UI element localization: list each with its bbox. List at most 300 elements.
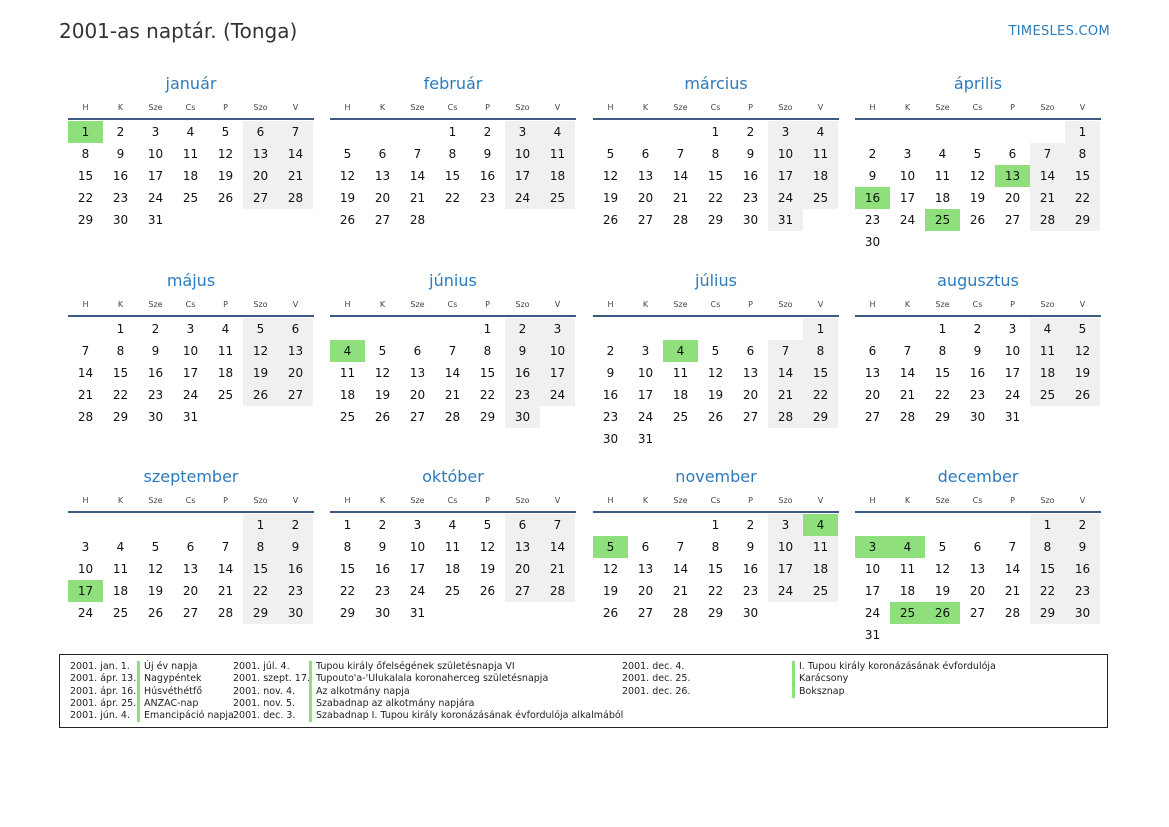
day-cell: 8 xyxy=(1030,536,1065,558)
day-cell: 31 xyxy=(147,213,164,227)
weekday-label: V xyxy=(292,496,299,505)
holiday-legend xyxy=(59,654,1108,728)
empty-cell xyxy=(960,514,995,536)
day-cell: 24 xyxy=(1004,388,1021,402)
day-cell: 25 xyxy=(112,606,129,620)
weekday-label: V xyxy=(292,300,299,309)
day-cell: 11 xyxy=(444,540,461,554)
day-grid xyxy=(330,514,576,624)
weekday-label: Sze xyxy=(935,300,950,309)
legend-date: 2001. dec. 4. xyxy=(622,661,685,672)
empty-cell xyxy=(593,318,628,340)
empty-cell xyxy=(593,514,628,536)
day-cell: 28 xyxy=(1004,606,1021,620)
day-cell: 24 xyxy=(409,584,426,598)
day-cell: 18 xyxy=(672,388,689,402)
day-cell: 5 xyxy=(221,125,230,139)
day-cell: 13 xyxy=(742,366,759,380)
day-cell: 9 xyxy=(378,540,387,554)
day-cell: 25 xyxy=(1030,384,1065,406)
holiday-day-cell: 13 xyxy=(995,165,1030,187)
day-cell: 25 xyxy=(803,580,838,602)
weekday-label: P xyxy=(223,496,228,505)
day-cell: 31 xyxy=(1004,410,1021,424)
legend-col3-names xyxy=(792,661,996,698)
empty-cell xyxy=(663,514,698,536)
day-cell: 21 xyxy=(409,191,426,205)
day-cell: 30 xyxy=(864,235,881,249)
empty-cell xyxy=(663,318,698,340)
day-cell: 25 xyxy=(540,187,575,209)
weekday-label: K xyxy=(904,300,911,309)
day-cell: 23 xyxy=(112,191,129,205)
day-cell: 10 xyxy=(864,562,881,576)
day-cell: 13 xyxy=(182,562,199,576)
day-cell: 11 xyxy=(217,344,234,358)
day-cell: 6 xyxy=(186,540,195,554)
day-cell: 9 xyxy=(116,147,125,161)
weekday-label: H xyxy=(344,300,351,309)
day-cell: 19 xyxy=(147,584,164,598)
day-cell: 9 xyxy=(1065,536,1100,558)
header-rule xyxy=(68,511,314,513)
day-cell: 13 xyxy=(505,536,540,558)
weekday-header xyxy=(593,98,839,118)
day-cell: 19 xyxy=(339,191,356,205)
weekday-label: H xyxy=(344,496,351,505)
legend-date: 2001. dec. 26. xyxy=(622,685,691,697)
day-cell: 19 xyxy=(1065,362,1100,384)
day-cell: 30 xyxy=(374,606,391,620)
day-cell: 26 xyxy=(243,384,278,406)
day-cell: 20 xyxy=(969,584,986,598)
day-cell: 19 xyxy=(479,562,496,576)
day-cell: 2 xyxy=(746,518,755,532)
day-cell: 6 xyxy=(378,147,387,161)
day-cell: 17 xyxy=(182,366,199,380)
weekday-label: Sze xyxy=(410,103,425,112)
day-cell: 17 xyxy=(899,191,916,205)
day-cell: 18 xyxy=(112,584,129,598)
day-cell: 27 xyxy=(409,410,426,424)
day-cell: 10 xyxy=(505,143,540,165)
day-cell: 20 xyxy=(374,191,391,205)
day-cell: 21 xyxy=(278,165,313,187)
weekday-label: K xyxy=(379,103,386,112)
weekday-label: H xyxy=(607,300,614,309)
day-cell: 5 xyxy=(606,147,615,161)
weekday-label: P xyxy=(223,103,228,112)
day-cell: 11 xyxy=(934,169,951,183)
weekday-label: P xyxy=(748,300,753,309)
day-cell: 2 xyxy=(868,147,877,161)
day-cell: 11 xyxy=(803,536,838,558)
day-cell: 28 xyxy=(409,213,426,227)
weekday-label: K xyxy=(117,300,124,309)
empty-cell xyxy=(138,514,173,536)
brand-link[interactable]: TIMESLES.COM xyxy=(1008,24,1110,39)
weekday-label: Cs xyxy=(447,496,458,505)
day-cell: 27 xyxy=(1004,213,1021,227)
weekday-label: P xyxy=(748,103,753,112)
weekday-label: Sze xyxy=(673,300,688,309)
day-cell: 12 xyxy=(339,169,356,183)
weekday-label: K xyxy=(642,496,649,505)
day-cell: 18 xyxy=(444,562,461,576)
weekday-header xyxy=(593,295,839,315)
weekday-label: H xyxy=(869,103,876,112)
day-cell: 7 xyxy=(221,540,230,554)
day-grid xyxy=(330,318,576,428)
day-cell: 11 xyxy=(899,562,916,576)
day-grid xyxy=(593,121,839,231)
day-cell: 7 xyxy=(903,344,912,358)
day-cell: 24 xyxy=(147,191,164,205)
day-cell: 20 xyxy=(637,584,654,598)
empty-cell xyxy=(365,121,400,143)
month-name: december xyxy=(937,467,1019,486)
header-rule xyxy=(593,315,839,317)
empty-cell xyxy=(68,318,103,340)
day-cell: 18 xyxy=(182,169,199,183)
day-cell: 8 xyxy=(483,344,492,358)
day-cell: 12 xyxy=(602,562,619,576)
header-rule xyxy=(330,118,576,120)
day-cell: 2 xyxy=(505,318,540,340)
day-cell: 16 xyxy=(742,169,759,183)
weekday-label: Cs xyxy=(185,103,196,112)
day-cell: 4 xyxy=(186,125,195,139)
day-cell: 6 xyxy=(278,318,313,340)
weekday-label: V xyxy=(554,300,561,309)
weekday-label: Sze xyxy=(410,300,425,309)
month-name: szeptember xyxy=(143,467,239,486)
month-calendar xyxy=(68,74,314,231)
empty-cell xyxy=(995,121,1030,143)
weekday-label: K xyxy=(379,300,386,309)
day-cell: 17 xyxy=(1004,366,1021,380)
day-cell: 10 xyxy=(768,143,803,165)
day-cell: 28 xyxy=(1030,209,1065,231)
day-cell: 28 xyxy=(672,213,689,227)
weekday-label: K xyxy=(904,496,911,505)
day-cell: 20 xyxy=(637,191,654,205)
day-cell: 13 xyxy=(969,562,986,576)
weekday-label: Szo xyxy=(253,103,268,112)
day-cell: 15 xyxy=(934,366,951,380)
legend-date: 2001. ápr. 13. xyxy=(70,673,137,685)
day-cell: 24 xyxy=(899,213,916,227)
weekday-label: Szo xyxy=(1040,300,1055,309)
legend-holiday: Emancipáció napja xyxy=(144,710,234,722)
weekday-label: Cs xyxy=(447,300,458,309)
day-cell: 25 xyxy=(672,410,689,424)
day-cell: 16 xyxy=(479,169,496,183)
month-name: május xyxy=(166,271,216,290)
day-cell: 15 xyxy=(112,366,129,380)
day-cell: 16 xyxy=(505,362,540,384)
holiday-day-cell: 4 xyxy=(890,536,925,558)
day-cell: 1 xyxy=(803,318,838,340)
day-cell: 3 xyxy=(186,322,195,336)
day-cell: 31 xyxy=(864,628,881,642)
day-cell: 2 xyxy=(746,125,755,139)
empty-cell xyxy=(995,514,1030,536)
empty-cell xyxy=(925,121,960,143)
month-name: április xyxy=(953,74,1003,93)
day-cell: 2 xyxy=(973,322,982,336)
weekday-header xyxy=(593,491,839,511)
day-cell: 25 xyxy=(217,388,234,402)
day-cell: 19 xyxy=(374,388,391,402)
day-cell: 15 xyxy=(1030,558,1065,580)
day-cell: 9 xyxy=(606,366,615,380)
day-cell: 10 xyxy=(77,562,94,576)
day-cell: 5 xyxy=(151,540,160,554)
day-cell: 16 xyxy=(374,562,391,576)
day-cell: 3 xyxy=(903,147,912,161)
weekday-label: H xyxy=(869,300,876,309)
month-calendar xyxy=(330,271,576,428)
day-cell: 1 xyxy=(116,322,125,336)
day-cell: 30 xyxy=(969,410,986,424)
day-cell: 16 xyxy=(278,558,313,580)
day-cell: 15 xyxy=(243,558,278,580)
day-cell: 2 xyxy=(606,344,615,358)
day-cell: 13 xyxy=(374,169,391,183)
day-cell: 29 xyxy=(707,213,724,227)
day-cell: 19 xyxy=(602,191,619,205)
day-cell: 29 xyxy=(934,410,951,424)
day-cell: 10 xyxy=(1004,344,1021,358)
empty-cell xyxy=(1030,121,1065,143)
day-cell: 25 xyxy=(803,187,838,209)
legend-date: 2001. nov. 4. xyxy=(233,685,296,697)
day-cell: 24 xyxy=(768,187,803,209)
day-cell: 23 xyxy=(969,388,986,402)
day-cell: 1 xyxy=(243,514,278,536)
legend-col1-names xyxy=(137,661,234,722)
day-cell: 27 xyxy=(637,606,654,620)
day-cell: 27 xyxy=(182,606,199,620)
day-cell: 14 xyxy=(77,366,94,380)
day-cell: 6 xyxy=(505,514,540,536)
day-cell: 29 xyxy=(339,606,356,620)
month-name: november xyxy=(675,467,757,486)
empty-cell xyxy=(890,318,925,340)
day-cell: 24 xyxy=(182,388,199,402)
day-cell: 23 xyxy=(1065,580,1100,602)
day-cell: 7 xyxy=(1030,143,1065,165)
day-cell: 28 xyxy=(768,406,803,428)
header-rule xyxy=(855,315,1101,317)
empty-cell xyxy=(855,121,890,143)
legend-holiday: I. Tupou király koronázásának évfordulója xyxy=(799,661,996,672)
day-cell: 9 xyxy=(746,147,755,161)
day-cell: 1 xyxy=(448,125,457,139)
day-cell: 8 xyxy=(711,147,720,161)
day-cell: 24 xyxy=(77,606,94,620)
weekday-label: P xyxy=(1010,496,1015,505)
weekday-label: Cs xyxy=(185,300,196,309)
day-cell: 1 xyxy=(938,322,947,336)
day-cell: 14 xyxy=(768,362,803,384)
day-cell: 8 xyxy=(1065,143,1100,165)
day-cell: 12 xyxy=(969,169,986,183)
day-cell: 12 xyxy=(217,147,234,161)
day-cell: 21 xyxy=(899,388,916,402)
day-cell: 23 xyxy=(742,191,759,205)
day-cell: 4 xyxy=(448,518,457,532)
day-cell: 30 xyxy=(278,602,313,624)
page-title: 2001-as naptár. (Tonga) xyxy=(59,19,298,43)
day-cell: 15 xyxy=(77,169,94,183)
day-cell: 1 xyxy=(1065,121,1100,143)
day-cell: 13 xyxy=(409,366,426,380)
empty-cell xyxy=(435,318,470,340)
day-cell: 22 xyxy=(707,584,724,598)
empty-cell xyxy=(855,514,890,536)
day-cell: 26 xyxy=(707,410,724,424)
day-cell: 16 xyxy=(112,169,129,183)
day-cell: 19 xyxy=(217,169,234,183)
header-rule xyxy=(855,118,1101,120)
weekday-label: Szo xyxy=(253,300,268,309)
empty-cell xyxy=(855,318,890,340)
day-cell: 16 xyxy=(969,366,986,380)
legend-date: 2001. szept. 17. xyxy=(233,673,310,685)
weekday-label: H xyxy=(607,103,614,112)
weekday-label: V xyxy=(1079,496,1086,505)
day-cell: 14 xyxy=(1030,165,1065,187)
day-cell: 9 xyxy=(973,344,982,358)
day-cell: 14 xyxy=(899,366,916,380)
day-cell: 2 xyxy=(378,518,387,532)
day-cell: 12 xyxy=(602,169,619,183)
day-cell: 29 xyxy=(77,213,94,227)
day-cell: 10 xyxy=(182,344,199,358)
day-cell: 8 xyxy=(243,536,278,558)
day-cell: 7 xyxy=(676,540,685,554)
legend-date: 2001. ápr. 25. xyxy=(70,697,137,709)
day-cell: 22 xyxy=(1065,187,1100,209)
month-calendar xyxy=(855,467,1101,646)
weekday-label: V xyxy=(817,300,824,309)
day-cell: 7 xyxy=(413,147,422,161)
day-cell: 10 xyxy=(409,540,426,554)
legend-holiday: Boksznap xyxy=(799,685,845,697)
day-cell: 12 xyxy=(374,366,391,380)
weekday-label: Sze xyxy=(148,103,163,112)
weekday-label: P xyxy=(1010,300,1015,309)
day-cell: 8 xyxy=(81,147,90,161)
day-cell: 24 xyxy=(768,580,803,602)
holiday-day-cell: 3 xyxy=(855,536,890,558)
day-cell: 14 xyxy=(217,562,234,576)
day-cell: 6 xyxy=(973,540,982,554)
weekday-header xyxy=(68,295,314,315)
weekday-header xyxy=(68,98,314,118)
day-cell: 7 xyxy=(676,147,685,161)
weekday-label: Cs xyxy=(972,496,983,505)
day-cell: 20 xyxy=(742,388,759,402)
day-cell: 26 xyxy=(479,584,496,598)
day-cell: 30 xyxy=(112,213,129,227)
day-cell: 3 xyxy=(413,518,422,532)
day-cell: 17 xyxy=(637,388,654,402)
day-cell: 28 xyxy=(899,410,916,424)
day-cell: 4 xyxy=(116,540,125,554)
day-cell: 19 xyxy=(934,584,951,598)
header-rule xyxy=(68,315,314,317)
day-cell: 24 xyxy=(505,187,540,209)
weekday-label: Sze xyxy=(935,103,950,112)
day-cell: 31 xyxy=(182,410,199,424)
day-cell: 13 xyxy=(637,169,654,183)
day-cell: 26 xyxy=(217,191,234,205)
day-cell: 3 xyxy=(768,121,803,143)
legend-holiday: Karácsony xyxy=(799,673,849,685)
day-cell: 17 xyxy=(864,584,881,598)
day-cell: 31 xyxy=(409,606,426,620)
day-cell: 20 xyxy=(864,388,881,402)
empty-cell xyxy=(768,318,803,340)
day-cell: 17 xyxy=(505,165,540,187)
weekday-label: K xyxy=(642,103,649,112)
day-cell: 20 xyxy=(278,362,313,384)
legend-holiday: Tupouto'a-'Ulukalala koronaherceg születésnapja xyxy=(316,673,549,685)
day-cell: 16 xyxy=(742,562,759,576)
legend-holiday: Az alkotmány napja xyxy=(316,685,410,697)
weekday-header xyxy=(855,98,1101,118)
day-cell: 26 xyxy=(1065,384,1100,406)
weekday-label: P xyxy=(485,496,490,505)
weekday-label: K xyxy=(642,300,649,309)
day-cell: 15 xyxy=(1065,165,1100,187)
day-cell: 27 xyxy=(742,410,759,424)
day-grid xyxy=(593,318,839,450)
month-name: február xyxy=(423,74,483,93)
weekday-header xyxy=(855,295,1101,315)
day-cell: 13 xyxy=(864,366,881,380)
month-name: január xyxy=(165,74,217,93)
day-cell: 11 xyxy=(112,562,129,576)
legend-col1-dates xyxy=(70,661,136,722)
weekday-label: Szo xyxy=(1040,496,1055,505)
header-rule xyxy=(593,118,839,120)
day-cell: 14 xyxy=(278,143,313,165)
day-cell: 27 xyxy=(969,606,986,620)
empty-cell xyxy=(173,514,208,536)
day-cell: 30 xyxy=(147,410,164,424)
weekday-label: K xyxy=(379,496,386,505)
day-cell: 8 xyxy=(803,340,838,362)
weekday-header xyxy=(855,491,1101,511)
day-grid xyxy=(330,121,576,231)
day-cell: 5 xyxy=(711,344,720,358)
day-cell: 26 xyxy=(339,213,356,227)
day-cell: 3 xyxy=(1008,322,1017,336)
weekday-label: Szo xyxy=(1040,103,1055,112)
day-cell: 15 xyxy=(444,169,461,183)
header-rule xyxy=(68,118,314,120)
weekday-label: H xyxy=(869,496,876,505)
day-cell: 29 xyxy=(243,602,278,624)
day-cell: 21 xyxy=(540,558,575,580)
day-cell: 14 xyxy=(444,366,461,380)
day-cell: 4 xyxy=(221,322,230,336)
holiday-day-cell: 16 xyxy=(855,187,890,209)
